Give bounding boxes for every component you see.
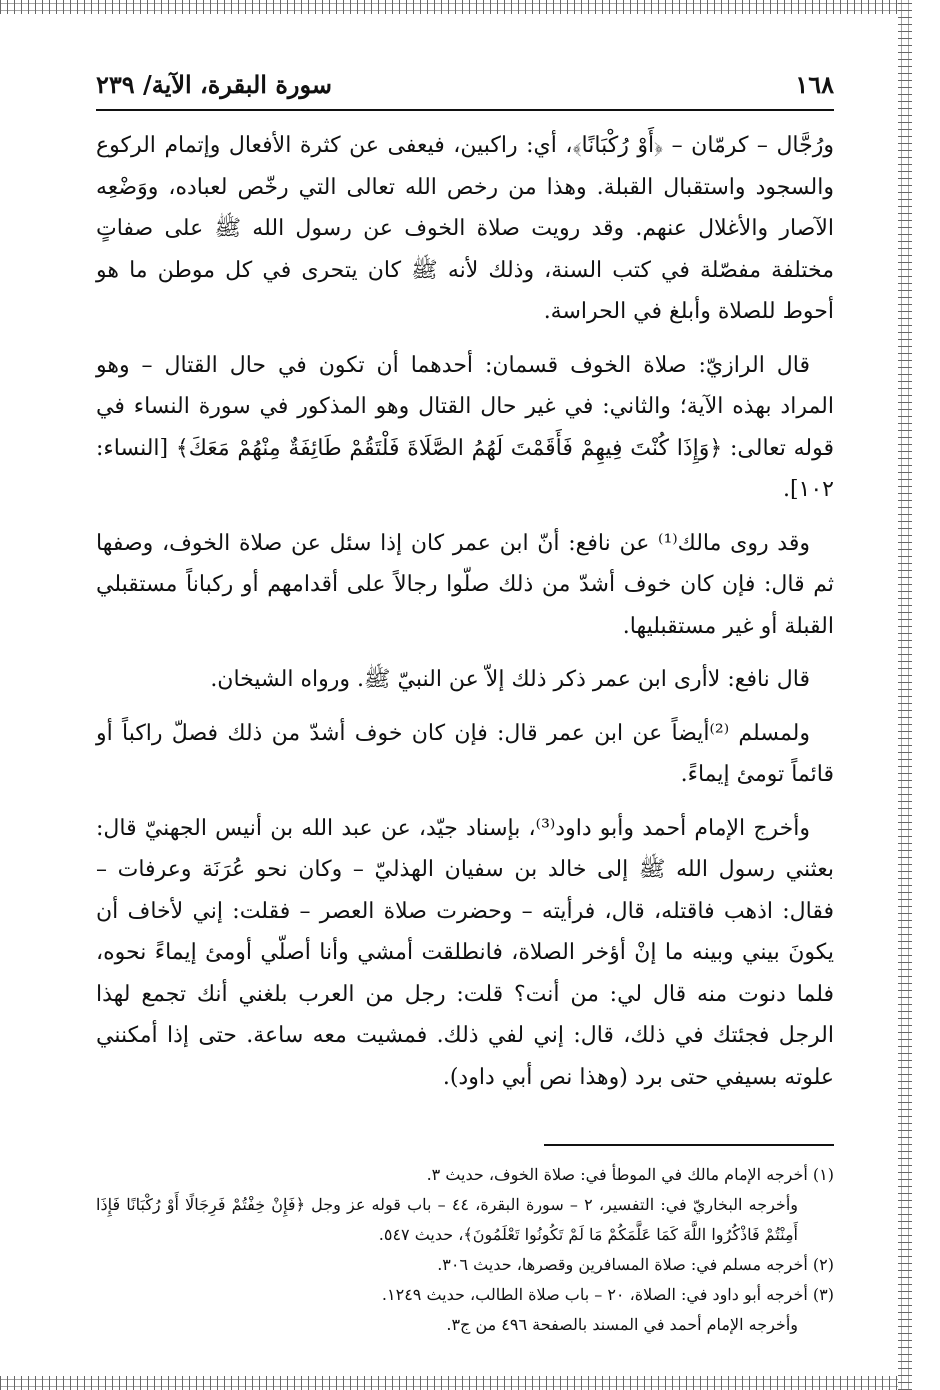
page-number: ١٦٨ [795,70,834,99]
footnote: وأخرجه الإمام أحمد في المسند بالصفحة ٤٩٦ من ج٣. [446,1315,798,1334]
running-title: سورة البقرة، الآية/ ٢٣٩ [96,70,333,99]
paragraph: قال نافع: لاأرى ابن عمر ذكر ذلك إلاّ عن النبيّ ﷺ. ورواه الشيخان. [210,667,810,692]
decorative-border-right [898,0,912,1390]
footnote: (٢) أخرجه مسلم في: صلاة المسافرين وقصرها، حديث ٣٠٦. [437,1255,834,1274]
decorative-border-top [0,0,898,14]
body-text [96,125,834,1098]
paragraph: ورُجَّال – كرمّان – ﴿أَوْ رُكْبَانًا﴾، أي: راكبين، فيعفى عن كثرة الأفعال وإتمام الركوع والسجود واستقبال القبلة. وهذا من رخص الله تعالى التي رخّص لعباده، ووَضْعِه الآصار والأغلال عنهم. وقد رويت صلاة الخوف عن رسول الله ﷺ على صفاتٍ مختلفة مفصّلة في كتب السنة، وذلك لأنه ﷺ كان يتحرى في كل موطن ما هو أحوط للصلاة وأبلغ في الحراسة. [96,133,834,324]
paragraph: قال الرازيّ: صلاة الخوف قسمان: أحدهما أن تكون في حال القتال – وهو المراد بهذه الآية؛ والثاني: في غير حال القتال وهو المذكور في سورة النساء في قوله تعالى: ﴿وَإِذَا كُنْتَ فِيهِمْ فَأَقَمْتَ لَهُمُ الصَّلَاةَ فَلْتَقُمْ طَائِفَةٌ مِنْهُمْ مَعَكَ﴾ [النساء: ١٠٢]. [96,352,834,502]
footnotes [96,1160,834,1340]
footnote: (٣) أخرجه أبو داود في: الصلاة، ٢٠ – باب صلاة الطالب، حديث ١٢٤٩. [381,1285,834,1304]
footnote: وأخرجه البخاريّ في: التفسير، ٢ – سورة البقرة، ٤٤ – باب قوله عز وجل ﴿فَإِنْ خِفْتُمْ فَرِجَالًا أَوْ رُكْبَانًا فَإِذَا أَمِنْتُمْ فَاذْكُرُوا اللَّهَ كَمَا عَلَّمَكُمْ مَا لَمْ تَكُونُوا تَعْلَمُونَ﴾، حديث ٥٤٧. [96,1195,798,1244]
paragraph: وقد روى مالك⁽¹⁾ عن نافع: أنّ ابن عمر كان إذا سئل عن صلاة الخوف، وصفها ثم قال: فإن كان خوف أشدّ من ذلك صلّوا رجالاً على أقدامهم أو ركباناً مستقبلي القبلة أو غير مستقبليها. [96,530,834,639]
footnote-divider [544,1144,834,1146]
page-header [96,70,834,111]
paragraph: وأخرج الإمام أحمد وأبو داود⁽³⁾، بإسناد جيّد، عن عبد الله بن أنيس الجهنيّ قال: بعثني رسول الله ﷺ إلى خالد بن سفيان الهذليّ – وكان نحو عُرَنَة وعرفات – فقال: اذهب فاقتله، قال، فرأيته – وحضرت صلاة العصر – فقلت: إني لأخاف أن يكونَ بيني وبينه ما إنْ أؤخر الصلاة، فانطلقت أمشي وأنا أصلّي أومئ إيماءً نحوه، فلما دنوت منه قال لي: من أنت؟ قلت: رجل من العرب بلغني أنك تجمع لهذا الرجل فجئتك في ذلك، قال: إني لفي ذلك. فمشيت معه ساعة. حتى إذا أمكنني علوته بسيفي حتى برد (وهذا نص أبي داود). [96,815,835,1090]
paragraph: ولمسلم ⁽²⁾أيضاً عن ابن عمر قال: فإن كان خوف أشدّ من ذلك فصلّ راكباً أو قائماً تومئ إيماءً. [96,720,834,787]
footnote: (١) أخرجه الإمام مالك في الموطأ في: صلاة الخوف، حديث ٣. [426,1165,834,1184]
decorative-border-bottom [0,1376,898,1390]
book-page [96,70,834,1340]
